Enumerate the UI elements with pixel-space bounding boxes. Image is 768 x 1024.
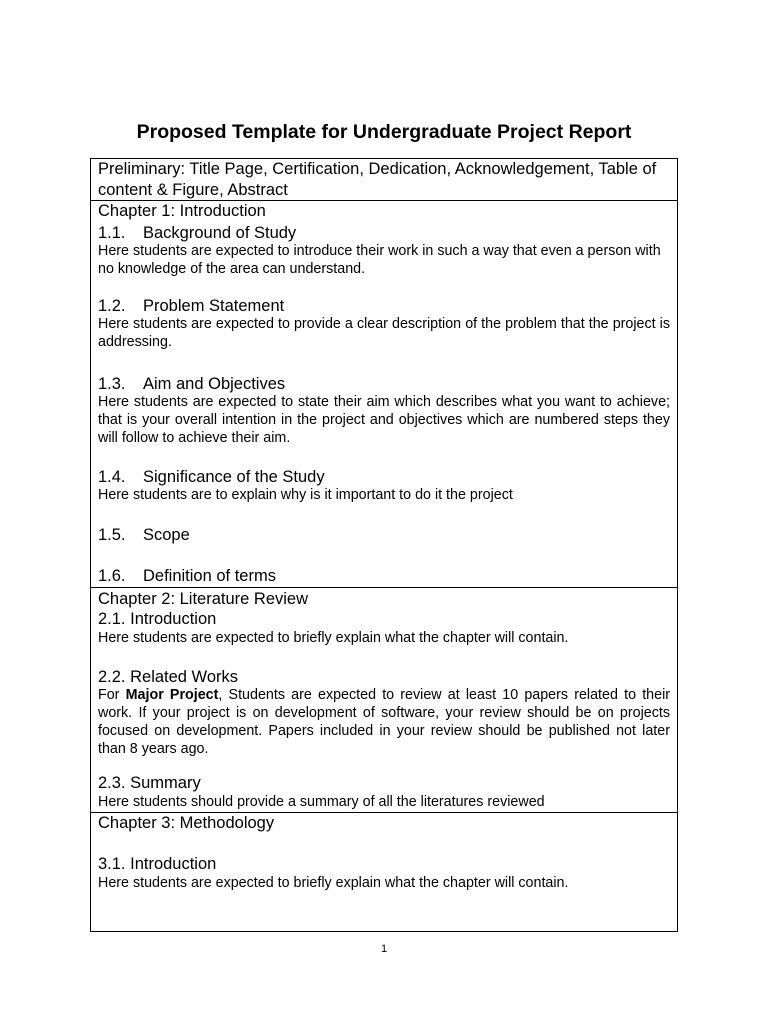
chapter1-row (91, 201, 678, 588)
section-2-3-heading: 2.3. Summary (98, 774, 201, 793)
section-2-1-heading: 2.1. Introduction (98, 610, 217, 629)
section-3-1-heading: 3.1. Introduction (98, 855, 217, 874)
chapter2-row (91, 587, 678, 812)
chapter2-cell (91, 587, 678, 812)
major-project-bold: Major Project (125, 687, 219, 704)
document-title: Proposed Template for Undergraduate Project Report (136, 121, 632, 143)
section-1-1-body: Here students are expected to introduce their work in such a way that even a person with no knowledge of the area can understand. (98, 243, 661, 277)
chapter1-title: Chapter 1: Introduction (98, 202, 266, 220)
chapter1-cell (91, 201, 678, 588)
section-1-5-heading: 1.5. Scope (98, 525, 190, 544)
section-1-2-heading: 1.2. Problem Statement (98, 296, 285, 315)
section-1-6-heading: 1.6. Definition of terms (98, 567, 276, 586)
section-1-3-body: Here students are expected to state their aim which describes what you want to achieve; that is your overall intention in the project and objectives which are numbered steps they will follow to achieve their aim. (98, 394, 670, 446)
section-1-2-body: Here students are expected to provide a clear description of the problem that the project is addressing. (98, 316, 670, 350)
section-2-3-body: Here students should provide a summary of all the literatures reviewed (98, 793, 545, 810)
chapter3-cell (91, 812, 678, 931)
section-2-2-body: For Major Project, Students are expected to review at least 10 papers related to their work. If your project is on development of software, your review should be on projects focused on development. Papers included in your review should be published not later than 8 years ago. (98, 687, 671, 757)
chapter3-row (91, 812, 678, 931)
section-1-4-body: Here students are to explain why is it important to do it the project (98, 487, 513, 504)
section-1-3-heading: 1.3. Aim and Objectives (98, 374, 286, 393)
section-2-1-body: Here students are expected to briefly explain what the chapter will contain. (98, 629, 569, 646)
template-table (90, 158, 678, 932)
preliminary-text: Preliminary: Title Page, Certification, Dedication, Acknowledgement, Table of content & Figure, Abstract (98, 160, 657, 199)
preliminary-row (91, 159, 678, 201)
page-number: 1 (380, 943, 388, 955)
chapter3-title: Chapter 3: Methodology (98, 813, 275, 832)
chapter2-title: Chapter 2: Literature Review (98, 589, 309, 608)
section-1-1-heading: 1.1. Background of Study (98, 223, 297, 242)
section-1-4-heading: 1.4. Significance of the Study (98, 467, 325, 486)
section-3-1-body: Here students are expected to briefly explain what the chapter will contain. (98, 874, 569, 891)
section-2-2-heading: 2.2. Related Works (98, 667, 239, 686)
preliminary-cell (91, 159, 678, 201)
